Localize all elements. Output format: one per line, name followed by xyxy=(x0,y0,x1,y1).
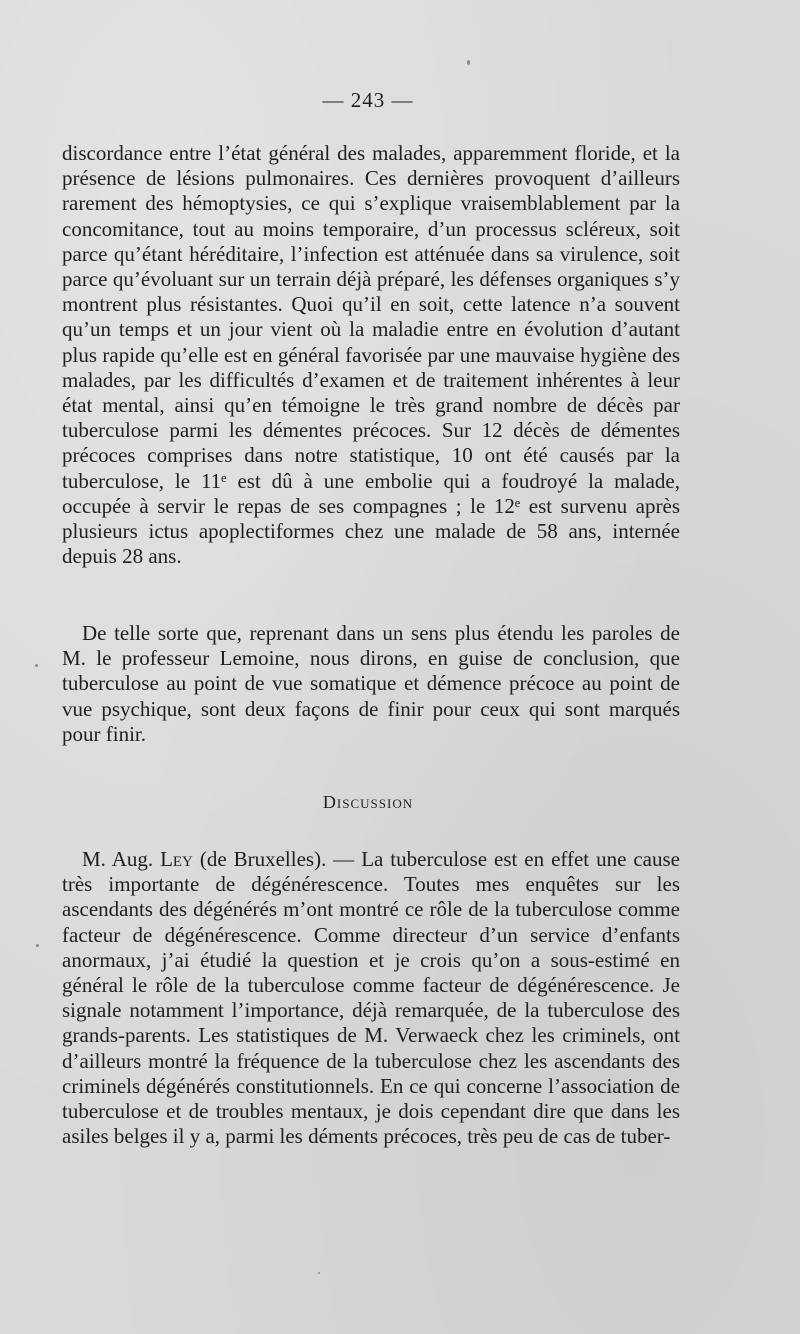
paragraph-1-text: discordance entre l’état général des malades, apparemment floride, et la présence de lésions pulmonaires. Ces dernières provoquent d’ailleurs rarement des hémoptysies, ce qui s’explique vraisemblablement par la concomitance, tout au moins temporaire, d’un processus scléreux, soit parce qu’étant héréditaire, l’infection est atténuée dans sa virulence, soit parce qu’évoluant sur un terrain déjà préparé, les défenses organiques s’y montrent plus résistantes. Quoi qu’il en soit, cette latence n’a souvent qu’un temps et un jour vient où la maladie entre en évolution d’autant plus rapide qu’elle est en général favorisée par une mauvaise hygiène des malades, par les difficultés d’examen et de traitement inhérentes à leur état mental, ainsi qu’en témoigne le très grand nombre de décès par tuberculose parmi les démentes précoces. Sur 12 décès de démentes précoces comprises dans notre statistique, 10 ont été causés par la tuberculose, le 11ᵉ est dû à une embolie qui a foudroyé la malade, occupée à servir le repas de ses compagnes ; le 12ᵉ est survenu après plusieurs ictus apoplectiformes chez une malade de 58 ans, internée depuis 28 ans. xyxy=(62,141,680,569)
speaker-name: Ley xyxy=(160,847,193,871)
paragraph-conclusion xyxy=(62,621,680,747)
paragraph-2-text: De telle sorte que, reprenant dans un sens plus étendu les paroles de M. le professeur Lemoine, nous dirons, en guise de conclusion, que tuberculose au point de vue somatique et démence précoce au point de vue psychique, sont deux façons de finir pour ceux qui sont marqués pour finir. xyxy=(62,621,680,746)
paper-speck xyxy=(35,664,38,667)
paper-speck xyxy=(318,1272,320,1274)
paper-speck xyxy=(36,944,39,947)
speaker-suffix: (de Bruxelles). — xyxy=(192,847,362,871)
section-heading-discussion: Discussion xyxy=(322,792,414,812)
discussion-paragraph xyxy=(62,847,680,1149)
paragraph-continuation xyxy=(62,141,680,569)
discussion-text-wrapper xyxy=(62,847,680,1149)
page-number: — 243 — xyxy=(322,88,414,112)
paper-speck xyxy=(467,60,470,65)
discussion-text: La tuberculose est en effet une cause très importante de dégénérescence. Toutes mes enquêtes sur les ascendants des dégénérés m’ont montré ce rôle de la tuberculose comme facteur de dégénérescence. Comme directeur d’un service d’enfants anormaux, j’ai étudié la question et je crois qu’on a sous-estimé en général le rôle de la tuberculose comme facteur de dégénérescence. Je signale notamment l’importance, déjà remarquée, de la tuberculose des grands-parents. Les statistiques de M. Verwaeck chez les criminels, ont d’ailleurs montré la fréquence de la tuberculose chez les ascendants des criminels dégénérés constitutionnels. En ce qui concerne l’association de tuberculose et de troubles mentaux, je dois cependant dire que dans les asiles belges il y a, parmi les déments précoces, très peu de cas de tuber- xyxy=(62,847,680,1149)
speaker-prefix: M. Aug. xyxy=(82,847,161,871)
